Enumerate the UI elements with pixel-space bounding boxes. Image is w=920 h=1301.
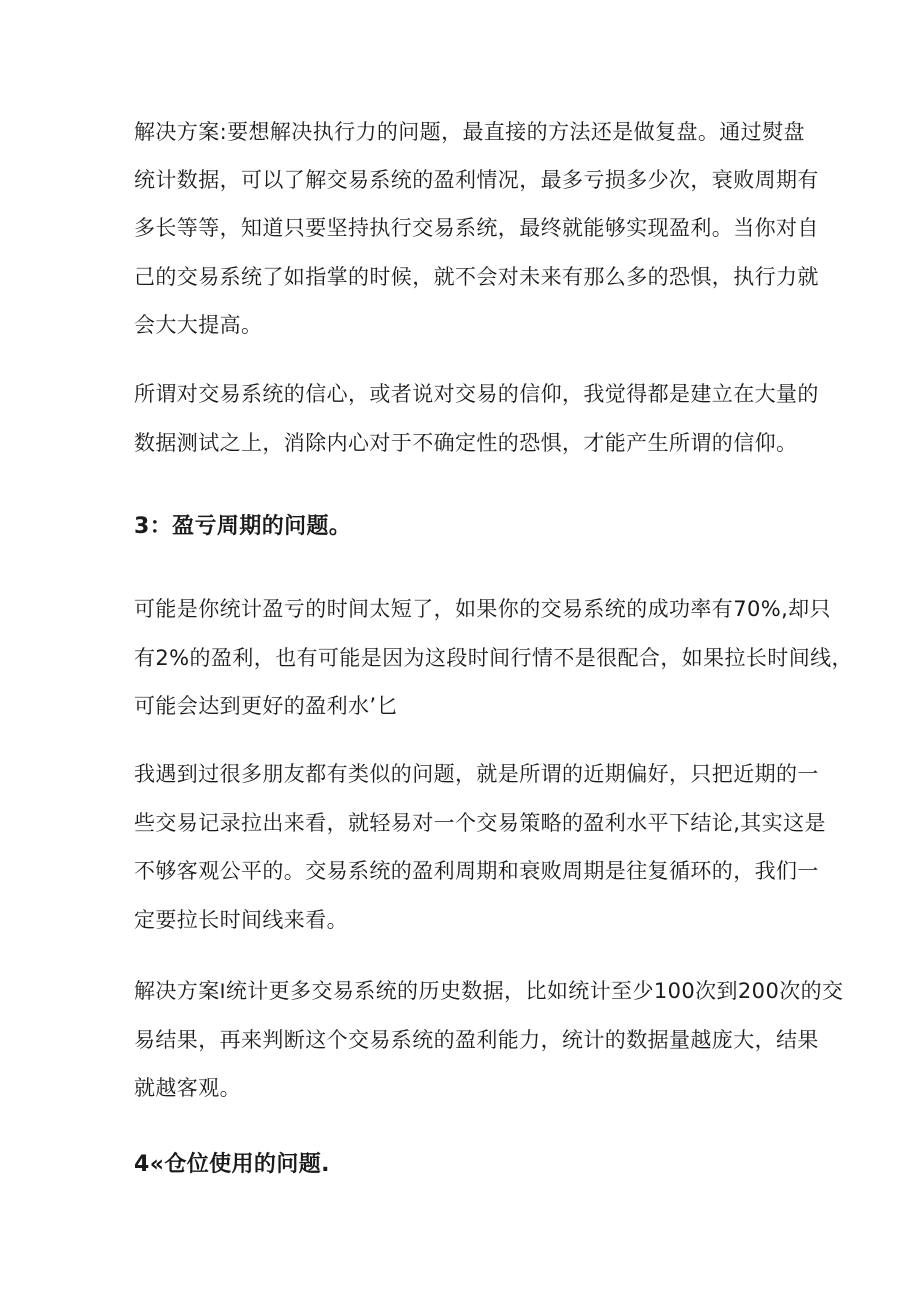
recency-line-2: 些交易记录拉出来看，就轻易对一个交易策略的盈利水平下结论,其实这是 (134, 811, 826, 835)
solution-2-line-2: 易结果，再来判断这个交易系统的盈利能力，统计的数据量越庞大，结果 (134, 1028, 819, 1052)
solution-1-line-1-text: :要想解决执行力的问题，最直接的方法还是做复盘。通过熨盘 (219, 120, 805, 144)
recency-line-3: 不够客观公平的。交易系统的盈利周期和衰败周期是往复循环的，我们一 (134, 859, 819, 883)
short-period-line-1: 可能是你统计盈亏的时间太短了，如果你的交易系统的成功率有70%,却只 (134, 597, 831, 621)
short-period-line-2: 有2%的盈利，也有可能是因为这段时间行情不是很配合，如果拉长时间线， (134, 646, 853, 670)
solution-1-line-4: 己的交易系统了如指掌的时候，就不会对未来有那么多的恐惧，执行力就 (134, 265, 819, 289)
solution-2-line-1 (134, 976, 843, 1007)
recency-line-1: 我遇到过很多朋友都有类似的问题，就是所谓的近期偏好，只把近期的一 (134, 762, 819, 786)
solution-1-line-1 (134, 117, 805, 148)
short-period-line-3: 可能会达到更好的盈利水’匕 (134, 694, 398, 718)
faith-line-2: 数据测试之上，消除内心对于不确定性的恐惧，才能产生所谓的信仰。 (134, 431, 798, 455)
solution-2-lead: 解决方案I (134, 980, 226, 1003)
solution-2-line-1-text: 统计更多交易系统的历史数据，比如统计至少100次到200次的交 (225, 979, 844, 1003)
solution-1-line-2: 统计数据，可以了解交易系统的盈利情况，最多亏损多少次，衰败周期有 (134, 168, 819, 192)
heading-3: 3：盈亏周期的问题。 (134, 514, 352, 539)
recency-line-4: 定要拉长时间线来看。 (134, 908, 348, 932)
solution-1-line-3: 多长等等，知道只要坚持执行交易系统，最终就能够实现盈利。当你对自 (134, 216, 819, 240)
faith-line-1: 所谓对交易系统的信心，或者说对交易的信仰，我觉得都是建立在大量的 (134, 382, 819, 406)
solution-1-lead: 解决方案 (134, 121, 220, 144)
solution-1-line-5: 会大大提高。 (134, 313, 263, 337)
heading-4: 4«仓位使用的问题. (134, 1152, 330, 1177)
solution-2-line-3: 就越客观。 (134, 1076, 241, 1100)
